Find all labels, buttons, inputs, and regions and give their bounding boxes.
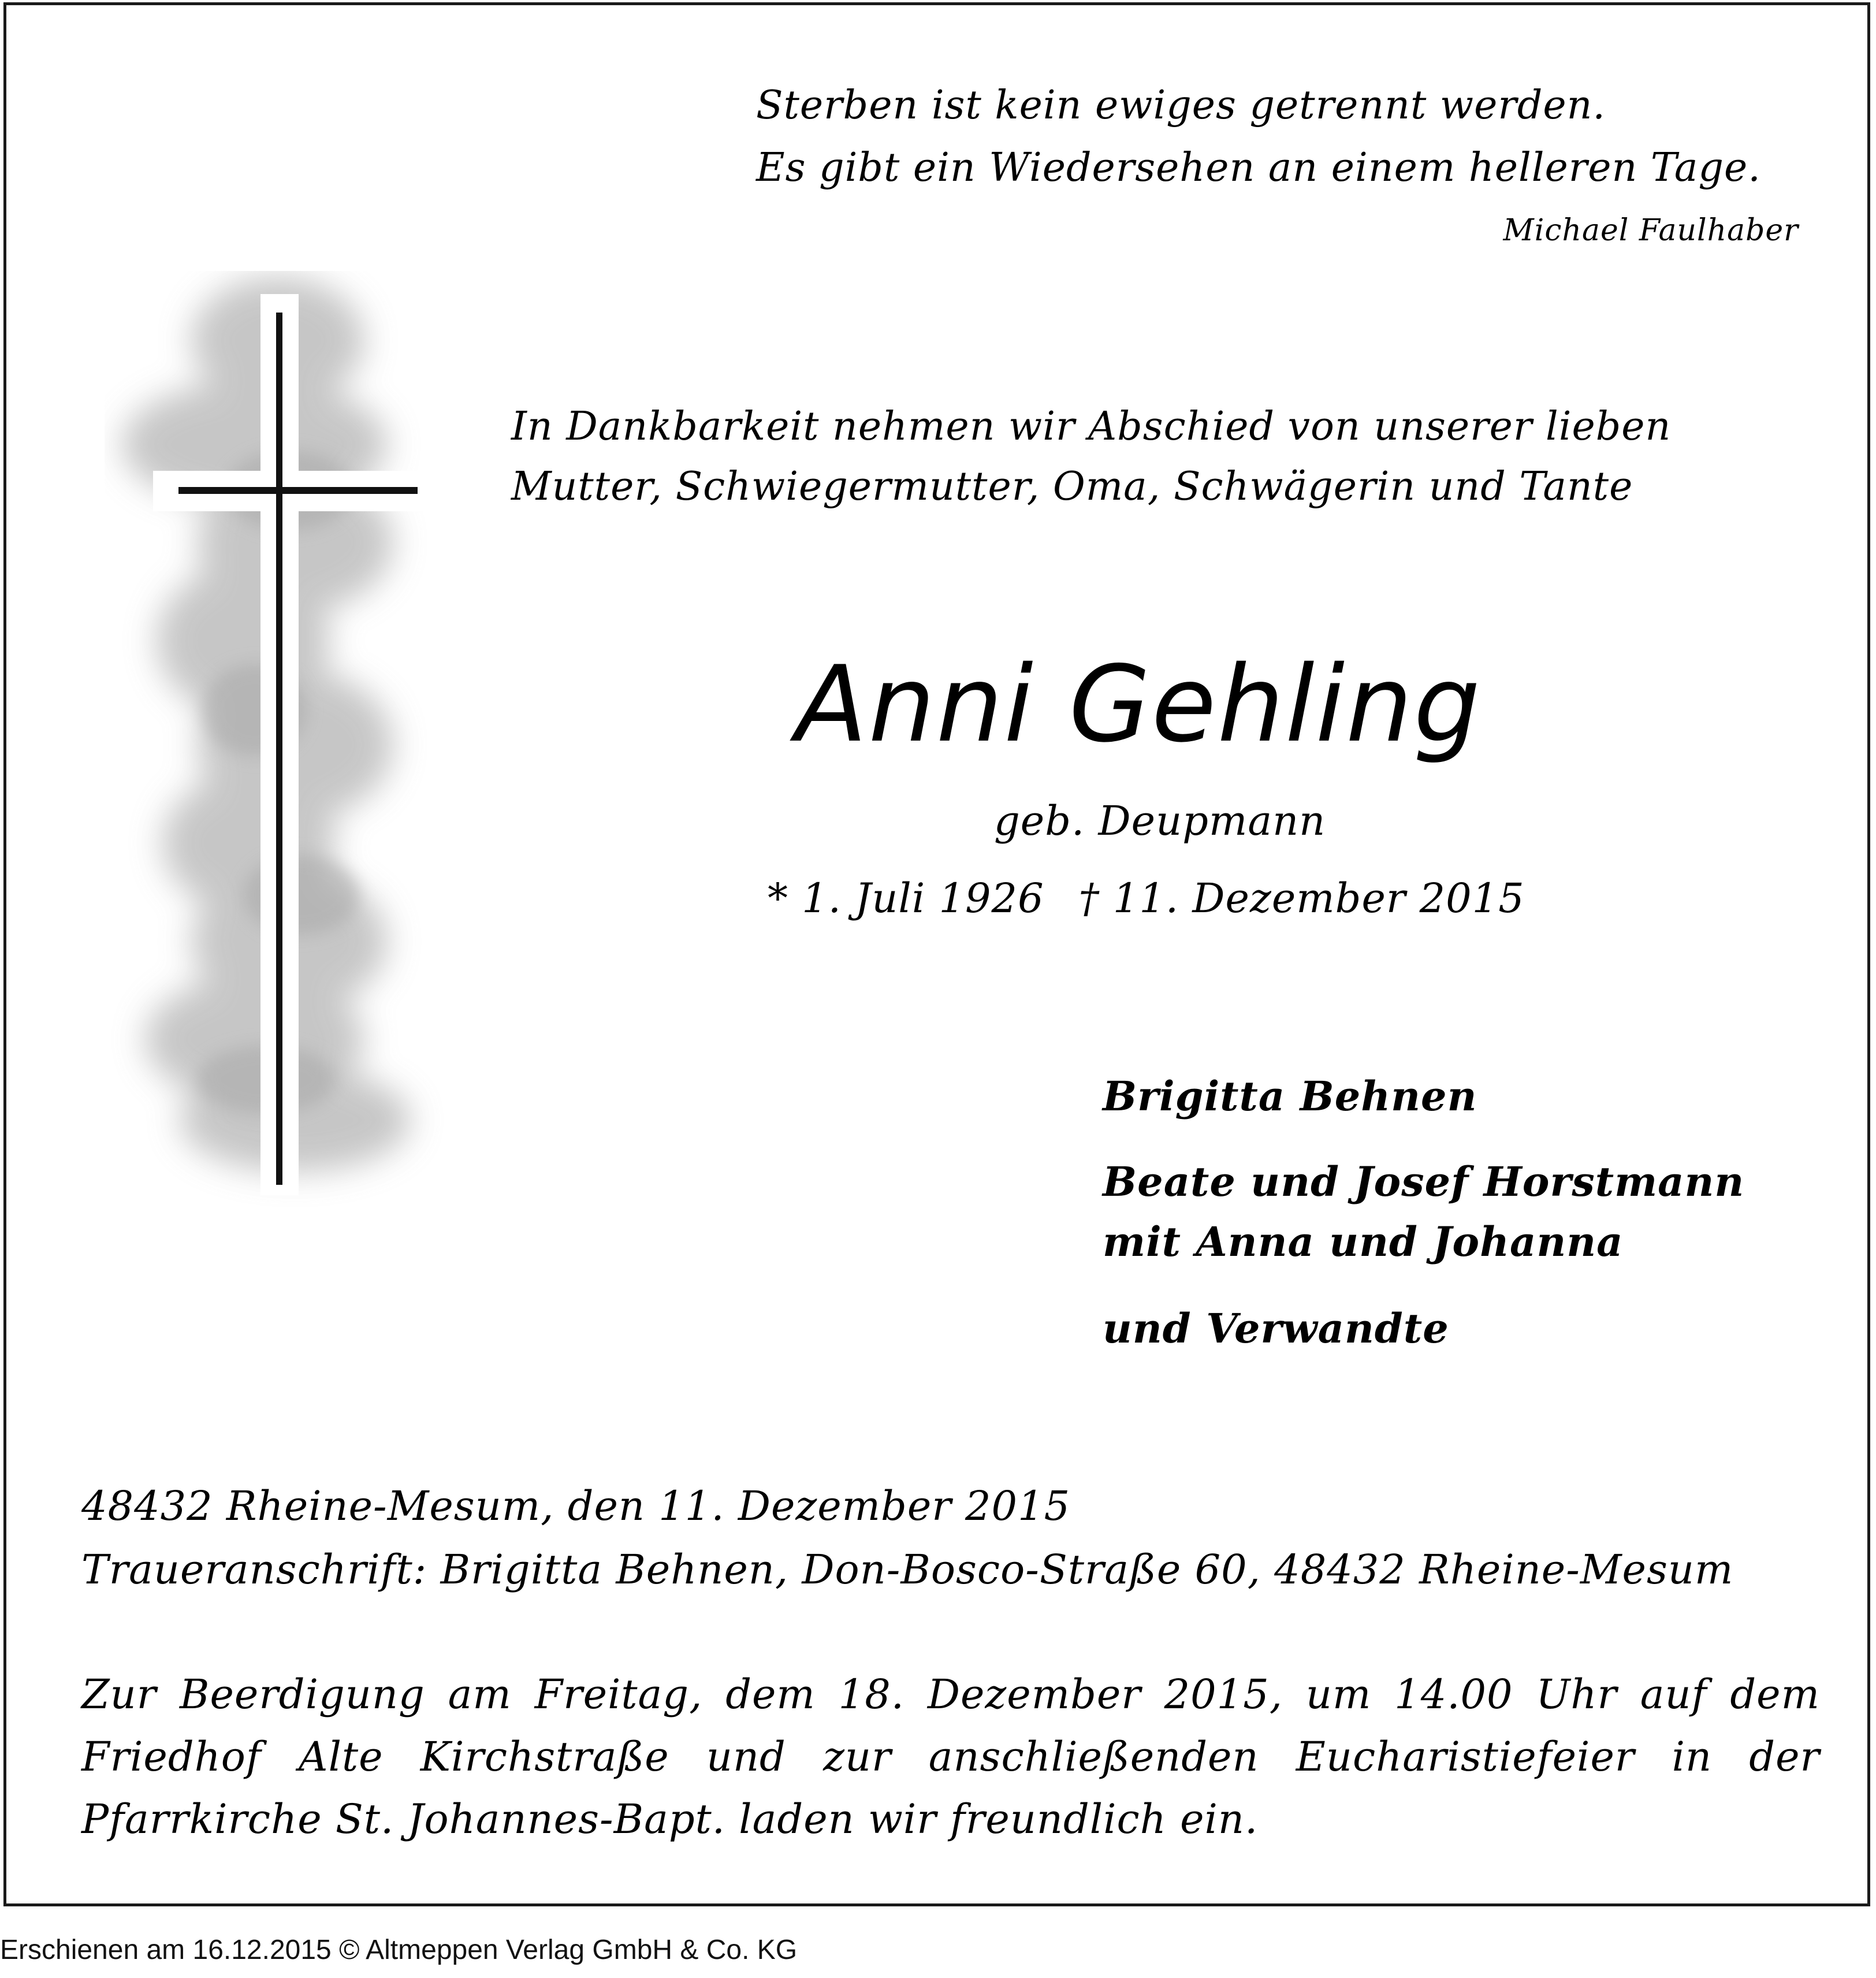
intro-line-1: In Dankbarkeit nehmen wir Abschied von unserer lieben — [511, 404, 1672, 449]
funeral-line-3: Pfarrkirche St. Johannes-Bapt. laden wir freundlich ein. — [81, 1795, 1259, 1843]
mourner-1: Brigitta Behnen — [1103, 1072, 1477, 1120]
funeral-notice — [81, 1663, 1820, 1850]
place-date: 48432 Rheine-Mesum, den 11. Dezember 2015 — [81, 1482, 1071, 1530]
intro-line-2: Mutter, Schwiegermutter, Oma, Schwägerin und Tante — [511, 464, 1633, 510]
cross-icon — [105, 271, 486, 1230]
life-dates — [768, 869, 1525, 927]
funeral-line-1: Zur Beerdigung am Freitag, dem 18. Dezember 2015, um 14.00 Uhr auf dem — [81, 1671, 1820, 1718]
maiden-name: geb. Deupmann — [994, 797, 1326, 845]
birth-date: * 1. Juli 1926 — [768, 875, 1044, 922]
quote-line-2: Es gibt ein Wiedersehen an einem helleren Tage. — [756, 145, 1761, 191]
quote-line-1: Sterben ist kein ewiges getrennt werden. — [756, 83, 1606, 128]
mourner-2: Beate und Josef Horstmann — [1103, 1158, 1745, 1206]
mourner-4: und Verwandte — [1103, 1304, 1449, 1352]
mourning-address: Traueranschrift: Brigitta Behnen, Don-Bosco-Straße 60, 48432 Rheine-Mesum — [81, 1546, 1734, 1593]
death-date: † 11. Dezember 2015 — [1078, 875, 1525, 922]
deceased-name: Anni Gehling — [795, 643, 1482, 765]
funeral-line-2: Friedhof Alte Kirchstraße und zur anschließenden Eucharistiefeier in der — [81, 1733, 1820, 1780]
obituary-notice — [3, 2, 1870, 1906]
publication-credit: Erschienen am 16.12.2015 © Altmeppen Verlag GmbH & Co. KG — [0, 1935, 798, 1965]
quote-author: Michael Faulhaber — [1503, 213, 1799, 248]
mourner-3: mit Anna und Johanna — [1103, 1218, 1624, 1266]
